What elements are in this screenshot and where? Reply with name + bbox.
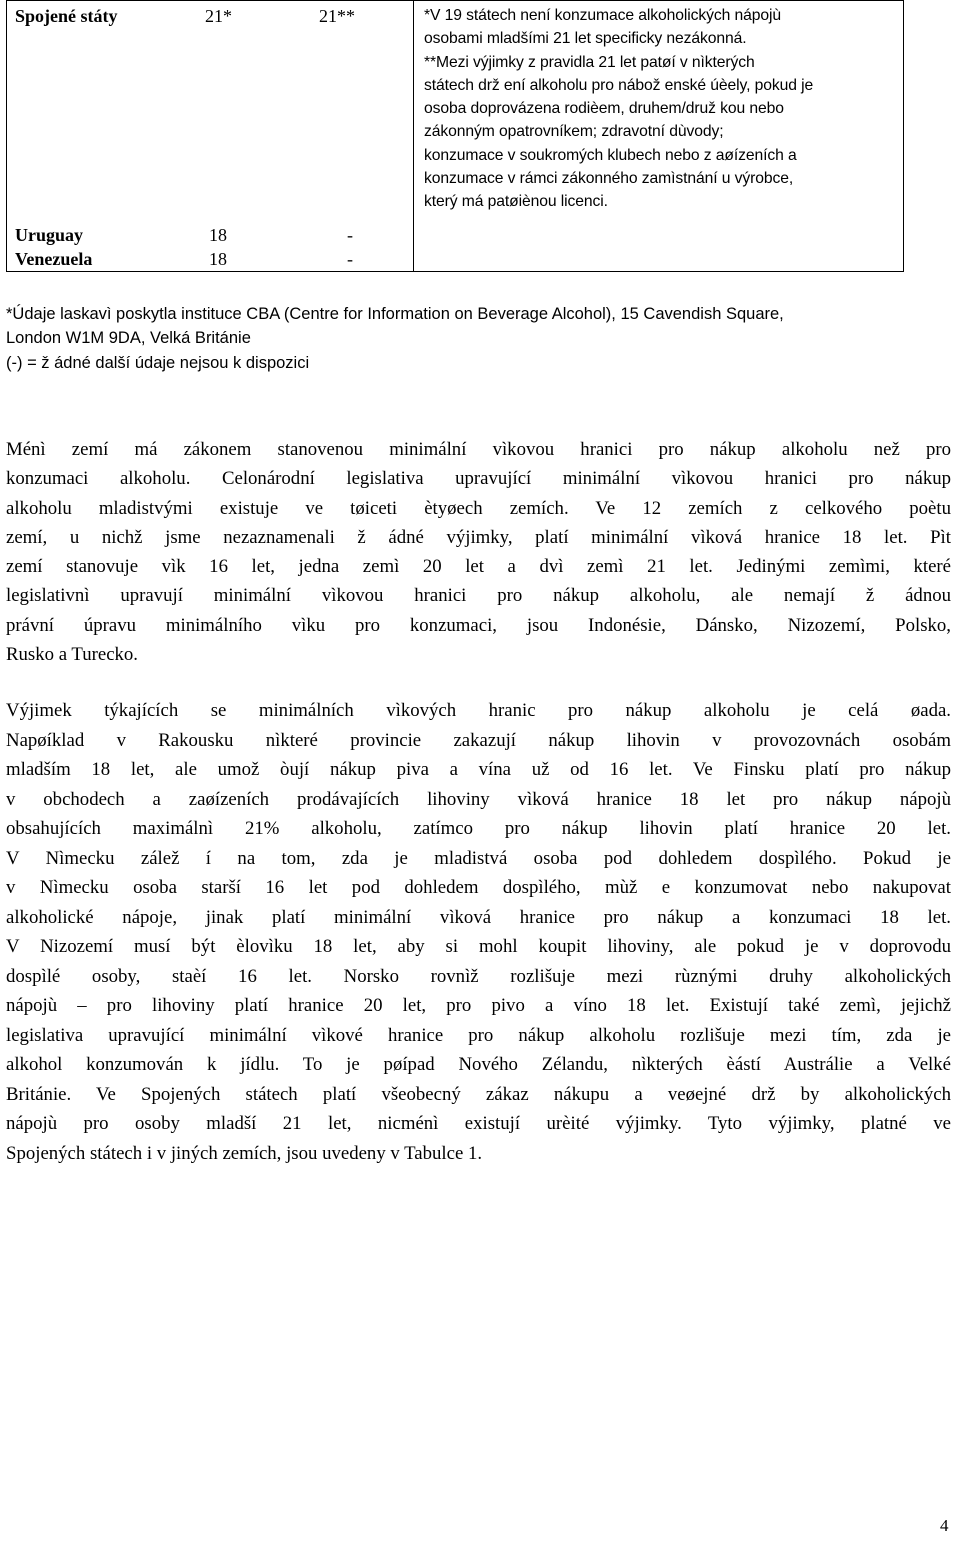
table-cell-purchase-age: 18 [209, 249, 227, 269]
paragraph-line: v Nìmecku osoba starší 16 let pod dohledem dospìlého, mùž e konzumovat nebo nakupovat [6, 877, 951, 898]
paragraph-line: nápojù pro osoby mladší 21 let, nicménì existují urèité výjimky. Tyto výjimky, platné ve [6, 1113, 951, 1134]
paragraph-line: mladším 18 let, ale umož òují nákup piva a vína už od 16 let. Ve Finsku platí pro nákup [6, 759, 951, 780]
note-line: konzumace v rámci zákonného zamìstnání u výrobce, [424, 170, 794, 188]
note-line: který má patøiènou licenci. [424, 193, 608, 211]
paragraph-line: alkoholické nápoje, jinak platí minimální vìková hranice pro nákup a konzumaci 18 let. [6, 906, 951, 928]
paragraph-line: legislativnì upravují minimální vìkovou hranici pro nákup alkoholu, ale nemají ž ádnou [6, 585, 951, 607]
paragraph-line: Ménì zemí má zákonem stanovenou minimální vìkovou hranici pro nákup alkoholu než pro [6, 439, 951, 460]
age-limits-table [6, 0, 904, 272]
table-cell-purchase-age: 18 [209, 225, 227, 245]
footnote-line: *Údaje laskavì poskytla instituce CBA (Centre for Information on Beverage Alcohol), 15 Cavendish Square, [6, 305, 784, 323]
table-note-cell [424, 4, 904, 214]
paragraph-line: V Nizozemí musí být èlovìku 18 let, aby si mohl koupit lihoviny, ale pokud je v doprovodu [6, 936, 951, 957]
table-cell-country: Spojené státy [15, 6, 118, 26]
paragraph-line: konzumaci alkoholu. Celonárodní legislativa upravující minimální vìkovou hranici pro nákup [6, 468, 951, 490]
paragraph-line: dospìlé osoby, staèí 16 let. Norsko rovnìž rozlišuje mezi rùznými druhy alkoholických [6, 965, 951, 987]
paragraph-line: zemí, u nichž jsme nezaznamenali ž ádné výjimky, platí minimální vìková hranice 18 let. Pìt [6, 526, 951, 548]
table-cell-consumption-age: - [347, 249, 353, 269]
footnote-line: (-) = ž ádné další údaje nejsou k dispozici [6, 353, 310, 372]
paragraph-line: Spojených státech i v jiných zemích, jsou uvedeny v Tabulce 1. [6, 1142, 483, 1164]
paragraph-exceptions [6, 696, 951, 1168]
table-column-divider [413, 1, 414, 271]
paragraph-line: právní úpravu minimálního vìku pro konzumaci, jsou Indonésie, Dánsko, Nizozemí, Polsko, [6, 614, 951, 636]
paragraph-line: alkohol konzumován k jídlu. To je pøípad Nového Zélandu, nìkterých èástí Austrálie a Velké [6, 1054, 951, 1075]
paragraph-line: legislativa upravující minimální vìkové hranice pro nákup alkoholu rozlišuje mezi tím, zda je [6, 1024, 951, 1046]
paragraph-line: zemí stanovuje vìk 16 let, jedna zemì 20 let a dvì zemì 21 let. Jedinými zemìmi, které [6, 556, 951, 578]
note-line: konzumace v soukromých klubech nebo z aøízeních a [424, 146, 797, 164]
paragraph-line: Výjimek týkajících se minimálních vìkových hranic pro nákup alkoholu je celá øada. [6, 700, 951, 721]
paragraph-line: Napøíklad v Rakousku nìkteré provincie zakazují nákup lihovin v provozovnách osobám [6, 729, 951, 751]
table-cell-purchase-age: 21* [205, 6, 232, 26]
table-cell-country: Venezuela [15, 249, 93, 269]
note-line: státech drž ení alkoholu pro nábož enské úèely, pokud je [424, 76, 814, 94]
paragraph-line: Rusko a Turecko. [6, 644, 139, 666]
paragraph-line: V Nìmecku zálež í na tom, zda je mladistvá osoba pod dohledem dospìlého. Pokud je [6, 847, 951, 869]
paragraph-line: obsahujících maximálnì 21% alkoholu, zatímco pro nákup lihovin platí hranice 20 let. [6, 818, 951, 839]
note-line: zákonným opatrovníkem; zdravotní dùvody; [424, 123, 724, 141]
note-line: *V 19 státech není konzumace alkoholických nápojù [424, 7, 782, 24]
table-cell-consumption-age: 21** [319, 6, 355, 26]
note-line: **Mezi výjimky z pravidla 21 let patøí v nìkterých [424, 53, 755, 71]
paragraph-line: v obchodech a zaøízeních prodávajících lihoviny vìková hranice 18 let pro nákup nápojù [6, 788, 951, 810]
paragraph-line: alkoholu mladistvými existuje ve tøiceti ètyøech zemích. Ve 12 zemích z celkového poètu [6, 497, 951, 519]
note-line: osoba doprovázena rodièem, druhem/druž kou nebo [424, 100, 784, 118]
note-line: osobami mladšími 21 let specificky nezákonná. [424, 30, 747, 48]
table-cell-country: Uruguay [15, 225, 84, 245]
paragraph-purchase-limits [6, 435, 951, 669]
footnote-line: London W1M 9DA, Velká Británie [6, 329, 251, 348]
table-footnote [6, 302, 946, 375]
paragraph-line: Británie. Ve Spojených státech platí všeobecný zákaz nákupu a veøejné drž by alkoholických [6, 1083, 951, 1105]
page-number: 4 [940, 1516, 949, 1535]
paragraph-line: nápojù – pro lihoviny platí hranice 20 let, pro pivo a víno 18 let. Existují také zemì, jejichž [6, 995, 951, 1016]
table-cell-consumption-age: - [347, 225, 353, 245]
